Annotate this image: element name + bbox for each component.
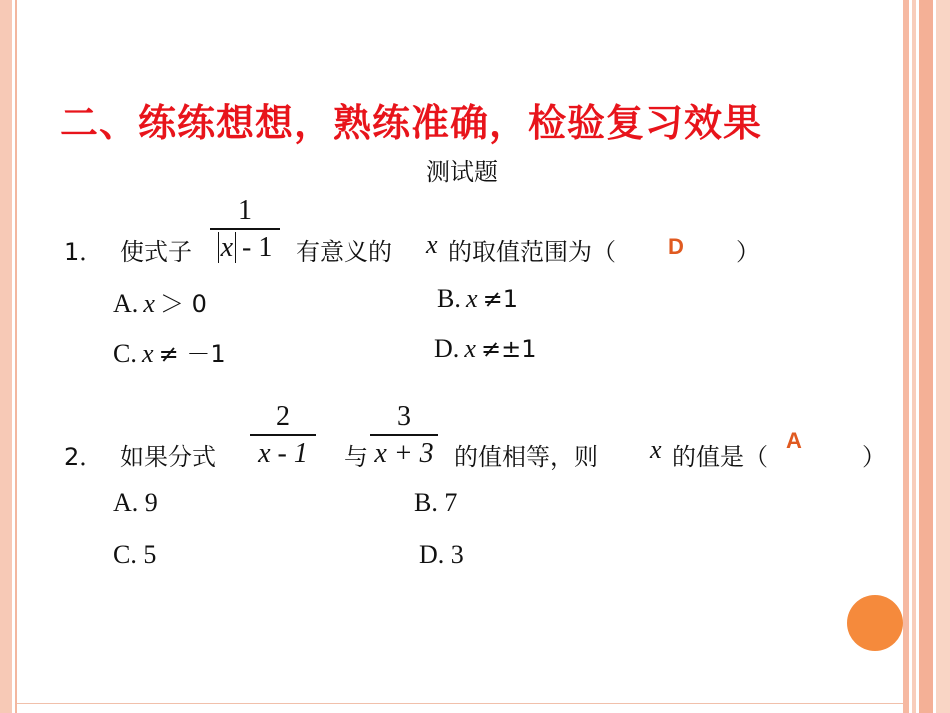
slide-subtitle: 测试题: [426, 158, 498, 186]
question-text: 如果分式: [120, 443, 216, 471]
question-text: 与: [344, 443, 368, 471]
left-border: [0, 0, 12, 713]
question-number: 2．: [64, 443, 104, 471]
fraction-2: [370, 400, 438, 472]
question-text: 的值是（: [672, 443, 768, 471]
bottom-border-line: [17, 703, 903, 704]
fraction-1: [250, 400, 316, 472]
option-b: B. x ≠1: [437, 284, 518, 313]
option-b: B. 7: [414, 488, 458, 517]
answer-mark: D: [668, 234, 684, 259]
right-stripe: [919, 0, 933, 713]
right-stripe: [903, 0, 909, 713]
fraction-numerator: 1: [238, 195, 252, 226]
option-c: C. 5: [113, 540, 157, 569]
fraction-denominator: x - 1: [258, 437, 308, 469]
question-text: 有意义的: [296, 238, 392, 266]
close-paren: ）: [736, 238, 760, 266]
question-text: 的值相等，则: [454, 443, 598, 471]
variable: x: [426, 230, 438, 259]
fraction-numerator: 3: [397, 401, 411, 432]
question-text: 的取值范围为（: [448, 238, 616, 266]
fraction: [210, 194, 280, 266]
option-c: C. x ≠ －1: [113, 339, 226, 368]
option-d: D. 3: [419, 540, 464, 569]
option-a: A. 9: [113, 488, 158, 517]
option-d: D. x ≠±1: [434, 334, 537, 363]
slide-title: 二、练练想想，熟练准确，检验复习效果: [60, 101, 763, 145]
question-text: 使式子: [120, 238, 192, 266]
question-number: 1．: [64, 238, 104, 266]
close-paren: ）: [862, 443, 886, 471]
fraction-denominator: x - 1: [210, 230, 280, 266]
option-a: A. x ＞ 0: [113, 289, 207, 318]
fraction-denominator: x + 3: [374, 437, 434, 469]
fraction-numerator: 2: [276, 401, 290, 432]
answer-mark: A: [786, 428, 802, 453]
left-border-line: [15, 0, 17, 713]
decorative-circle: [847, 595, 903, 651]
variable: x: [650, 435, 662, 464]
absolute-value: x: [218, 232, 236, 263]
right-stripe: [936, 0, 950, 713]
right-stripe: [912, 0, 916, 713]
